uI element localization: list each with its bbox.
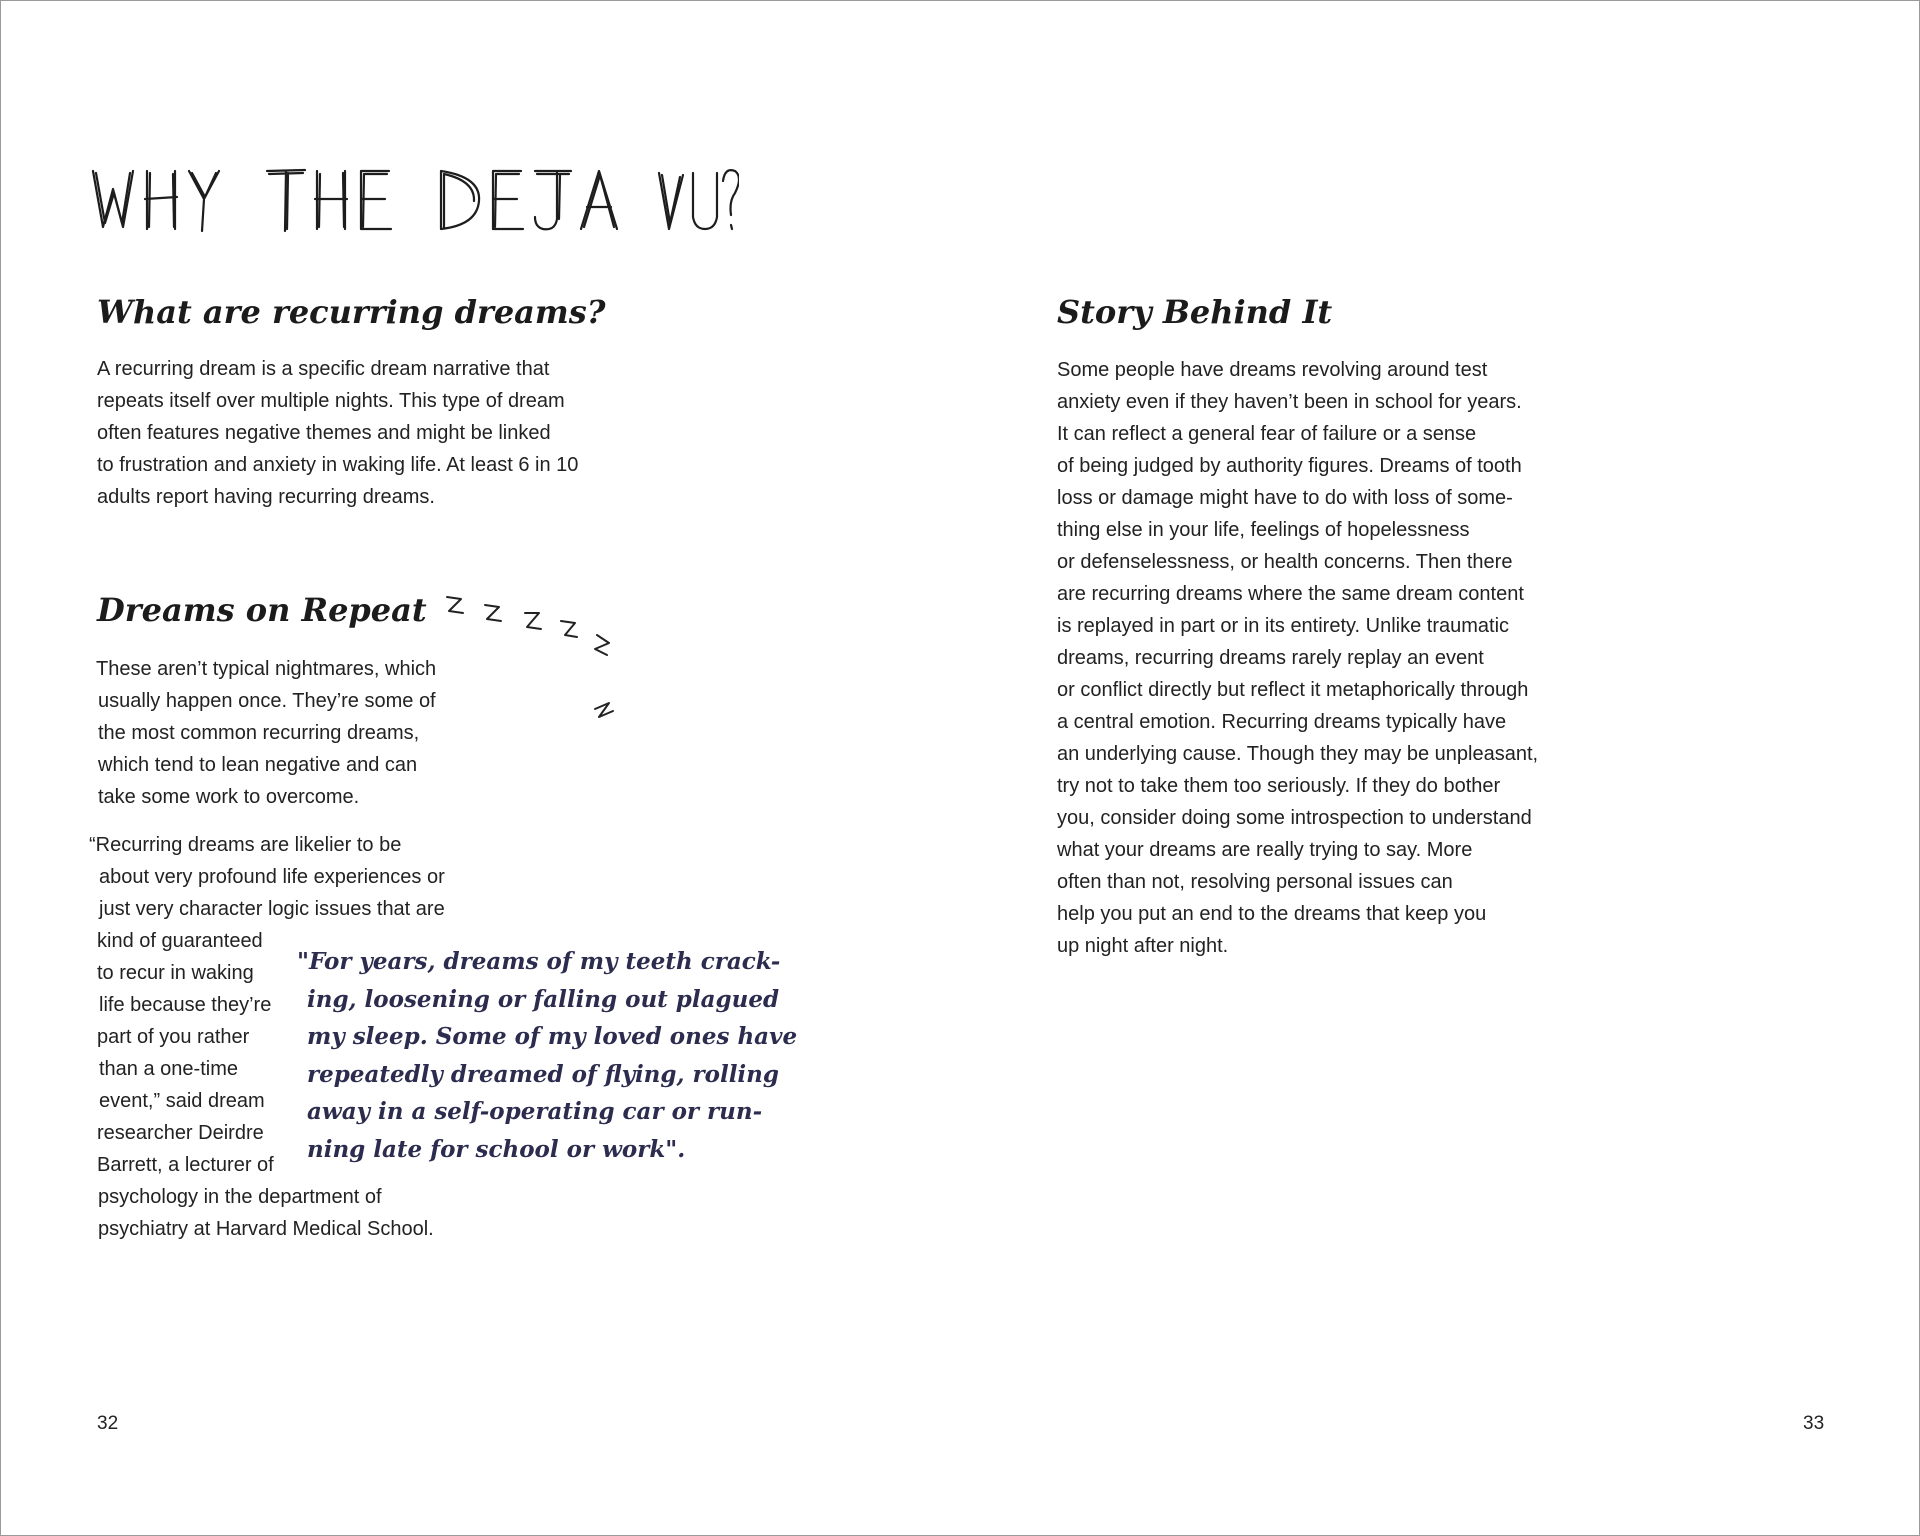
text-line: life because they’re: [99, 994, 272, 1016]
text-line: psychology in the department of: [98, 1186, 382, 1208]
text-line: anxiety even if they haven’t been in school for years.: [1057, 391, 1522, 413]
text-line: event,” said dream: [99, 1090, 265, 1112]
text-line: what your dreams are really trying to say. More: [1057, 839, 1473, 861]
text-line: dreams, recurring dreams rarely replay an event: [1057, 647, 1484, 669]
text-line: just very character logic issues that are: [99, 898, 445, 920]
section-heading-story-behind-it: Story Behind It: [1057, 293, 1333, 331]
text-line: kind of guaranteed: [97, 930, 263, 952]
pull-quote-line: my sleep. Some of my loved ones have: [307, 1023, 798, 1050]
recurring-dreams-text: [97, 353, 578, 513]
text-line: which tend to lean negative and can: [98, 754, 418, 776]
text-line: up night after night.: [1057, 935, 1229, 957]
section-heading-recurring-dreams: What are recurring dreams?: [97, 293, 606, 331]
text-line: a central emotion. Recurring dreams typically have: [1057, 711, 1507, 733]
text-line: researcher Deirdre: [97, 1122, 264, 1144]
text-line: Barrett, a lecturer of: [97, 1154, 274, 1176]
text-line: usually happen once. They’re some of: [98, 690, 436, 712]
text-line: are recurring dreams where the same dream content: [1057, 583, 1524, 605]
pull-quote-line: "For years, dreams of my teeth crack-: [297, 948, 781, 975]
text-line: often features negative themes and might be linked: [97, 422, 551, 444]
text-line: Some people have dreams revolving around test: [1057, 359, 1488, 381]
sleep-zzz-doodle: [441, 591, 641, 731]
text-line: loss or damage might have to do with loss of some-: [1057, 487, 1513, 509]
text-line: the most common recurring dreams,: [98, 722, 420, 744]
text-line: than a one-time: [99, 1058, 238, 1080]
text-line: These aren’t typical nightmares, which: [96, 658, 437, 680]
text-line: thing else in your life, feelings of hopelessness: [1057, 519, 1470, 541]
text-line: psychiatry at Harvard Medical School.: [98, 1218, 434, 1240]
text-line: adults report having recurring dreams.: [97, 486, 435, 508]
text-line: “Recurring dreams are likelier to be: [89, 834, 402, 856]
text-line: is replayed in part or in its entirety. Unlike traumatic: [1057, 615, 1510, 637]
text-line: of being judged by authority figures. Dreams of tooth: [1057, 455, 1522, 477]
pull-quote-line: ning late for school or work".: [307, 1135, 686, 1163]
pull-quote-line: ing, loosening or falling out plagued: [307, 985, 780, 1013]
dreams-on-repeat-text: [96, 653, 436, 813]
pull-quote-line: away in a self-operating car or run-: [307, 1098, 763, 1125]
text-line: you, consider doing some introspection to understand: [1057, 807, 1532, 829]
text-line: often than not, resolving personal issues can: [1057, 871, 1453, 893]
text-line: an underlying cause. Though they may be unpleasant,: [1057, 743, 1539, 765]
text-line: to frustration and anxiety in waking life. At least 6 in 10: [97, 454, 579, 476]
text-line: to recur in waking: [97, 962, 254, 984]
text-line: about very profound life experiences or: [99, 866, 445, 888]
text-line: try not to take them too seriously. If they do bother: [1057, 775, 1501, 797]
text-line: or defenselessness, or health concerns. Then there: [1057, 551, 1513, 573]
text-line: repeats itself over multiple nights. This type of dream: [97, 390, 565, 412]
text-line: take some work to overcome.: [98, 786, 360, 808]
story-behind-it-text: [1057, 354, 1538, 962]
text-line: part of you rather: [97, 1026, 250, 1048]
pull-quote-line: repeatedly dreamed of flying, rolling: [307, 1060, 779, 1088]
section-heading-dreams-on-repeat: Dreams on Repeat: [97, 591, 427, 629]
text-line: It can reflect a general fear of failure or a sense: [1057, 423, 1477, 445]
page-number-right: 33: [1803, 1413, 1825, 1434]
text-line: help you put an end to the dreams that keep you: [1057, 903, 1487, 925]
text-line: A recurring dream is a specific dream narrative that: [97, 358, 550, 380]
spread-title: [89, 159, 739, 239]
page-number-left: 32: [97, 1413, 119, 1434]
pull-quote: [297, 943, 797, 1168]
text-line: or conflict directly but reflect it metaphorically through: [1057, 679, 1529, 701]
